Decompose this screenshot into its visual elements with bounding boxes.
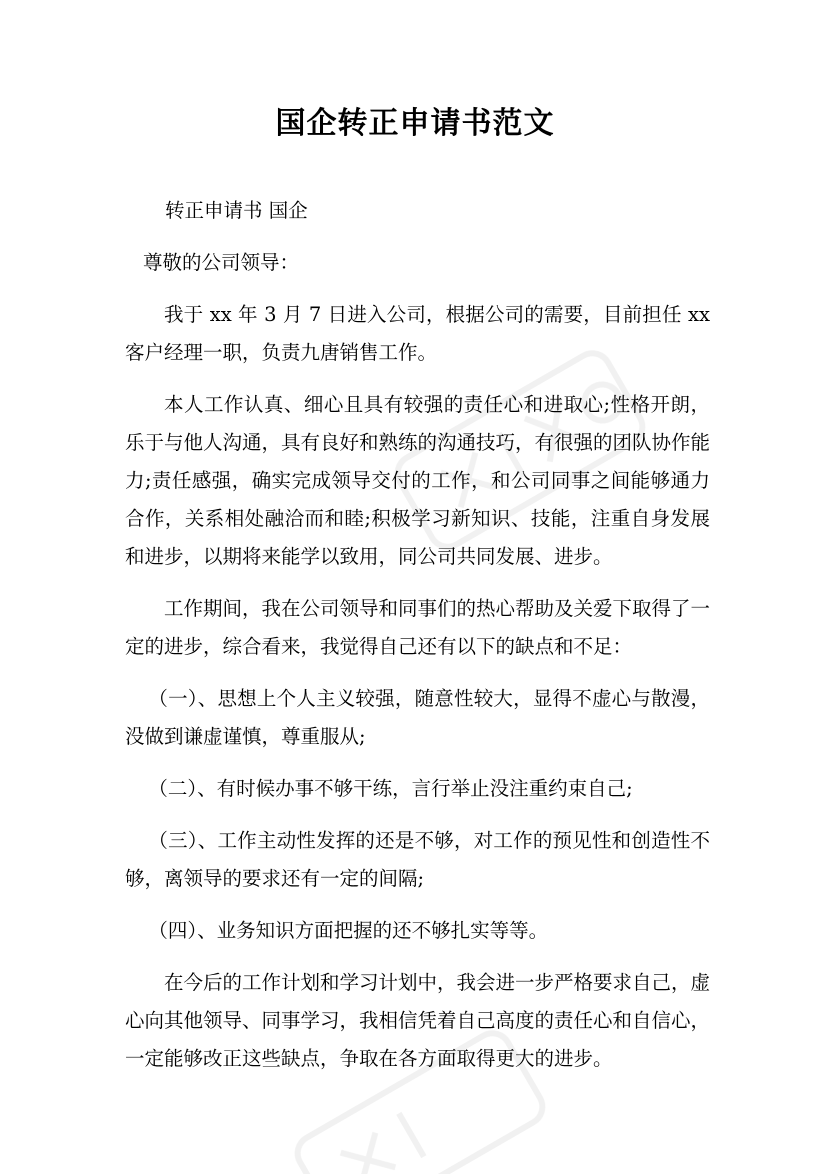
salutation: 尊敬的公司领导： [143,251,300,274]
paragraph-self-assessment: 本人工作认真、细心且具有较强的责任心和进取心;性格开朗，乐于与他人沟通，具有良好和熟练的沟通技巧，有很强的团队协作能力;责任感强，确实完成领导交付的工作，和公司同事之间能够通力合作，关系相处融洽而和睦;积极学习新知识、技能，注重自身发展和进步，以期将来能学以致用，同公司共同发展、进步。 [125,393,711,568]
paragraph-shortcomings-intro: 工作期间，我在公司领导和同事们的热心帮助及关爱下取得了一定的进步，综合看来，我觉得自己还有以下的缺点和不足： [125,597,711,658]
document-body [125,192,710,1092]
paragraph-intro: 我于 xx 年 3 月 7 日进入公司，根据公司的需要，目前担任 xx 客户经理一职，负责九唐销售工作。 [125,303,710,364]
list-item-shortcoming-3: （三）、工作主动性发挥的还是不够，对工作的预见性和创造性不够，离领导的要求还有一定的间隔; [125,829,710,890]
document-title: 国企转正申请书范文 [275,106,555,141]
subheading: 转正申请书 国企 [165,199,308,222]
list-item-shortcoming-2: （二）、有时候办事不够干练，言行举止没注重约束自己; [148,777,633,800]
list-item-shortcoming-1: （一）、思想上个人主义较强，随意性较大，显得不虚心与散漫，没做到谦虚谨慎，尊重服从; [125,687,710,748]
paragraph-closing: 在今后的工作计划和学习计划中，我会进一步严格要求自己，虚心向其他领导、同事学习，我相信凭着自己高度的责任心和自信心，一定能够改正这些缺点，争取在各方面取得更大的进步。 [125,971,711,1070]
list-item-shortcoming-4: （四）、业务知识方面把握的还不够扎实等等。 [148,919,549,942]
